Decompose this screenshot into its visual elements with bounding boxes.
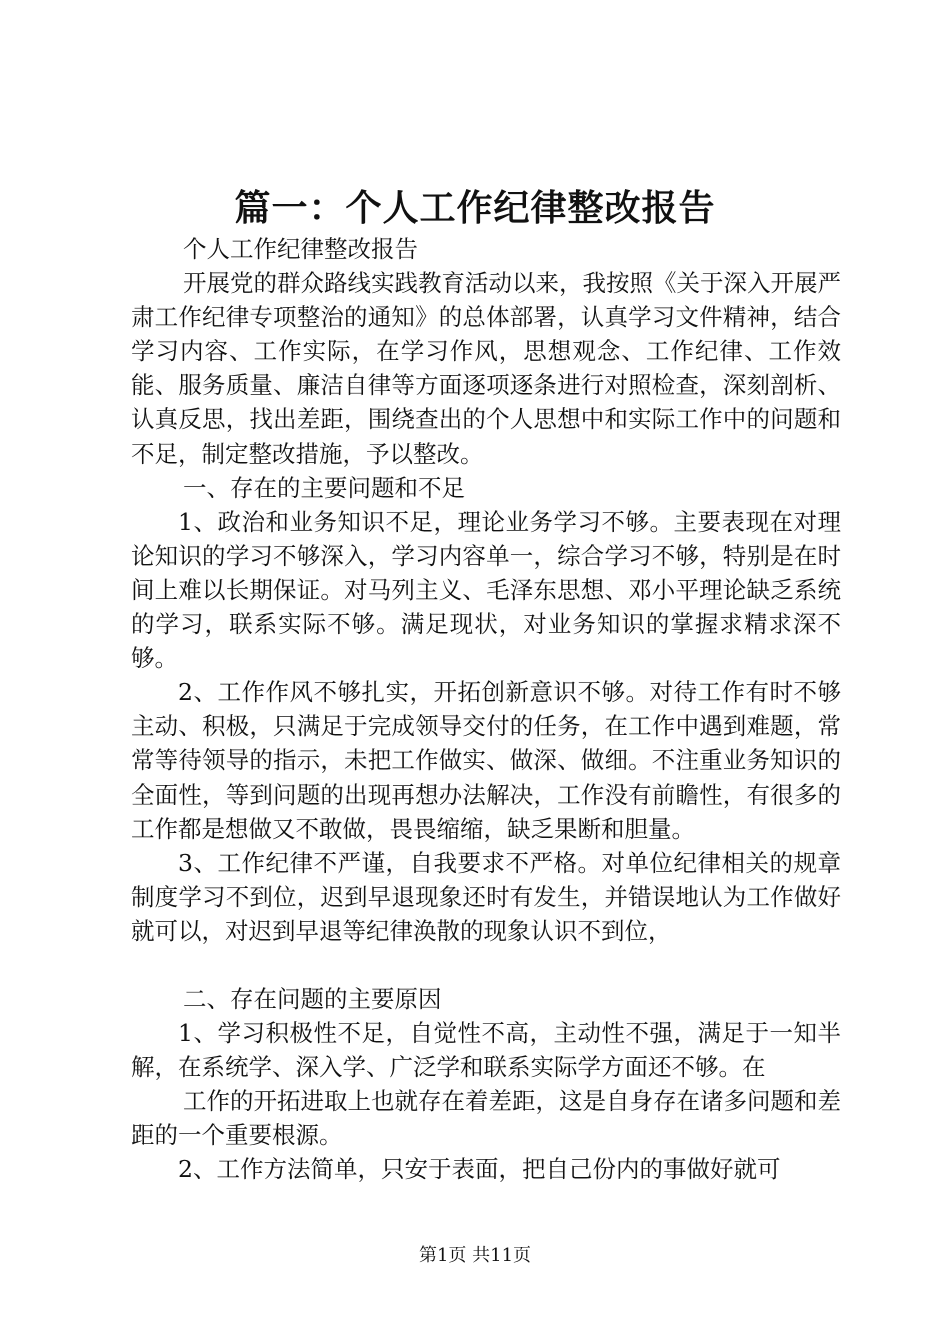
document-body: [131, 232, 841, 1187]
paragraph-intro: 开展党的群众路线实践教育活动以来，我按照《关于深入开展严肃工作纪律专项整治的通知》的总体部署，认真学习文件精神，结合学习内容、工作实际，在学习作风，思想观念、工作纪律、工作效能、服务质量、廉洁自律等方面逐项逐条进行对照检查，深刻剖析、认真反思，找出差距，围绕查出的个人思想中和实际工作中的问题和不足，制定整改措施，予以整改。: [131, 269, 841, 468]
paragraph-problem-3: 3、工作纪律不严谨，自我要求不严格。对单位纪律相关的规章制度学习不到位，迟到早退现象还时有发生，并错误地认为工作做好就可以，对迟到早退等纪律涣散的现象认识不到位，: [131, 848, 841, 945]
page-number: 第1页 共11页: [418, 1245, 532, 1266]
section-heading-causes: 二、存在问题的主要原因: [183, 984, 442, 1013]
paragraph-cause-2: 2、工作方法简单，只安于表面，把自己份内的事做好就可: [178, 1155, 781, 1184]
paragraph-problem-2: 2、工作作风不够扎实，开拓创新意识不够。对待工作有时不够主动、积极，只满足于完成领导交付的任务，在工作中遇到难题，常常等待领导的指示，未把工作做实、做深、做细。不注重业务知识的全面性，等到问题的出现再想办法解决，工作没有前瞻性，有很多的工作都是想做又不敢做，畏畏缩缩，缺乏果断和胆量。: [131, 678, 841, 843]
blank-line: [131, 948, 841, 982]
paragraph-cause-1-continued: 工作的开拓进取上也就存在着差距，这是自身存在诸多问题和差距的一个重要根源。: [131, 1087, 841, 1150]
section-heading-problems: 一、存在的主要问题和不足: [183, 473, 465, 502]
paragraph-problem-1: 1、政治和业务知识不足，理论业务学习不够。主要表现在对理论知识的学习不够深入，学习内容单一，综合学习不够，特别是在时间上难以长期保证。对马列主义、毛泽东思想、邓小平理论缺乏系统的学习，联系实际不够。满足现状，对业务知识的掌握求精求深不够。: [131, 507, 841, 673]
document-title: 篇一：个人工作纪律整改报告: [234, 187, 716, 229]
paragraph-cause-1: 1、学习积极性不足，自觉性不高，主动性不强，满足于一知半解，在系统学、深入学、广泛学和联系实际学方面还不够。在: [131, 1019, 841, 1082]
paragraph-subtitle: 个人工作纪律整改报告: [183, 235, 418, 263]
